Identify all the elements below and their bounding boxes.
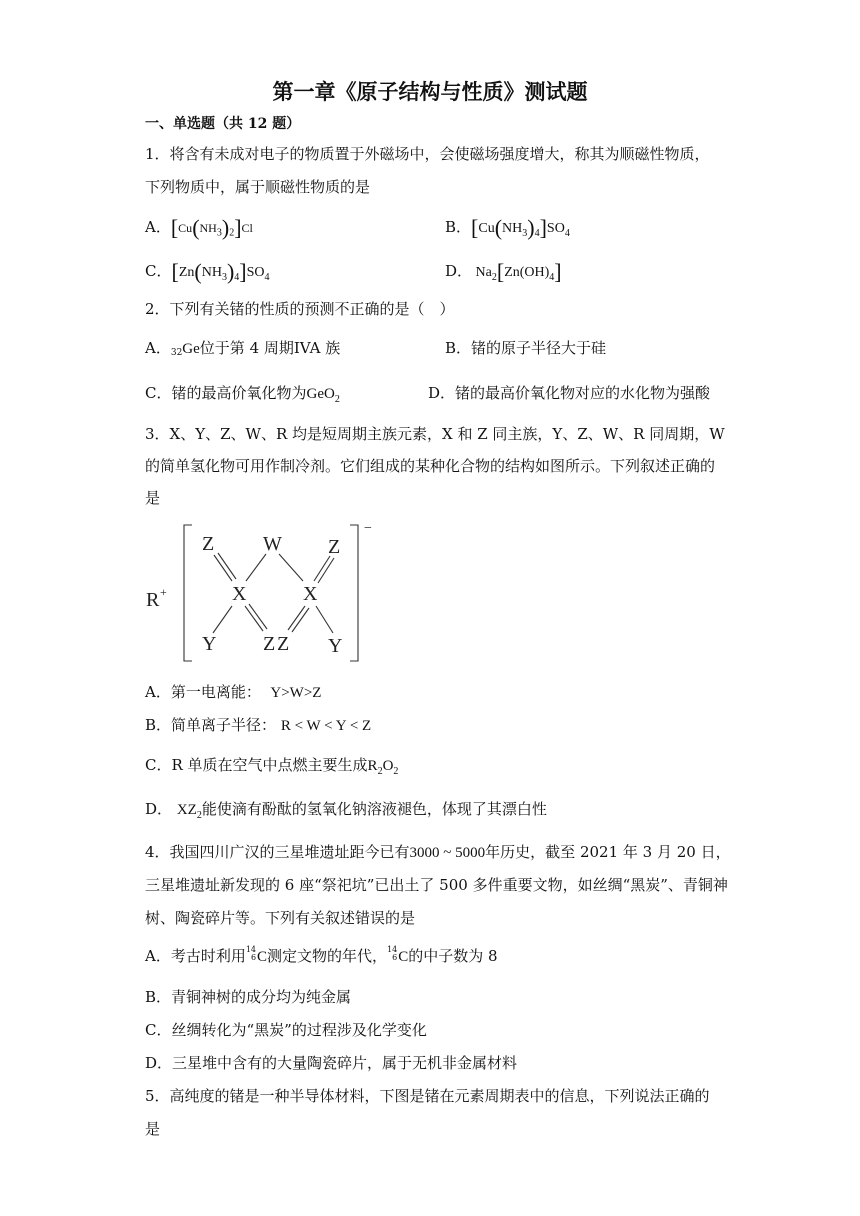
section-heading: 一、单选题（共 12 题） <box>145 116 301 132</box>
q2-option-c: C．锗的最高价氧化物为GeO$_2$ <box>145 384 340 405</box>
q2-option-d: D．锗的最高价氧化物对应的水化物为强酸 <box>428 384 711 402</box>
bond-x-z-bottom-2 <box>249 604 267 629</box>
q2-option-a: A．32Ge位于第 4 周期IVA 族 <box>145 339 341 358</box>
q1-option-c: C．$[Zn(NH_3)_4]SO_4$ <box>145 259 270 284</box>
q4-option-b: B．青铜神树的成分均为纯金属 <box>145 988 352 1006</box>
diagram-bracket-right <box>350 525 358 661</box>
q1-stem-line2: 下列物质中，属于顺磁性物质的是 <box>145 178 371 196</box>
q4-option-c: C．丝绸转化为“黑炭”的过程涉及化学变化 <box>145 1021 427 1039</box>
q3-option-b: B．简单离子半径： R < W < Y < Z <box>145 716 372 734</box>
nuclide-c14: 14 6 <box>245 945 257 962</box>
diagram-z-bottom-2: Z <box>277 633 290 655</box>
bond-x-z-bottom-1 <box>245 606 263 631</box>
nuclide-c14-2: 14 6 <box>387 945 398 962</box>
q4-option-a: A．考古时利用 14 6 C测定文物的年代， 14 6 C的中子数为 8 <box>145 945 498 965</box>
q5-stem-line2: 是 <box>145 1120 161 1138</box>
q5-stem-line1: 5．高纯度的锗是一种半导体材料，下图是锗在元素周期表中的信息，下列说法正确的 <box>145 1087 710 1105</box>
q1-option-c-formula: $[Zn(NH_3)_4]SO_4$ <box>171 259 270 284</box>
diagram-z-bottom-1: Z <box>263 633 276 655</box>
q4-stem-line2: 三星堆遗址新发现的 6 座“祭祀坑”已出土了 500 多件重要文物，如丝绸“黑炭”、青铜神 <box>145 876 728 894</box>
diagram-anion-charge: − <box>364 521 372 536</box>
page-title: 第一章《原子结构与性质》测试题 <box>272 79 588 104</box>
bond-x-y-right <box>316 606 333 633</box>
q1-stem-line1: 1．将含有未成对电子的物质置于外磁场中，会使磁场强度增大，称其为顺磁性物质， <box>145 145 710 163</box>
q3-stem-line3: 是 <box>145 489 161 507</box>
diagram-y-left: Y <box>202 633 217 655</box>
diagram-x-right: X <box>303 583 318 605</box>
diagram-bracket-left <box>184 525 192 661</box>
q4-option-d: D．三星堆中含有的大量陶瓷碎片，属于无机非金属材料 <box>145 1054 518 1072</box>
q2-stem: 2．下列有关锗的性质的预测不正确的是（ ） <box>145 300 455 318</box>
diagram-x-left: X <box>232 583 247 605</box>
bond-w-x-left <box>246 554 266 581</box>
q1-option-b-formula: $[Cu(NH_3)_4]SO_4$ <box>471 215 570 240</box>
q4-stem-line3: 树、陶瓷碎片等。下列有关叙述错误的是 <box>145 909 416 927</box>
q3-option-c: C．R 单质在空气中点燃主要生成$R_2O_2$ <box>145 756 399 777</box>
diagram-z-top-right: Z <box>328 536 341 558</box>
q1-option-a-formula: $[Cu(NH_3)_2]Cl$ <box>170 215 253 240</box>
diagram-y-right: Y <box>328 635 343 657</box>
q2-option-b: B．锗的原子半径大于硅 <box>445 339 607 357</box>
diagram-w: W <box>263 533 282 555</box>
bond-w-x-right <box>279 554 303 581</box>
q1-option-d-formula: $Na_2[Zn(OH)_4]$ <box>475 259 562 284</box>
diagram-r-charge: + <box>160 585 167 599</box>
diagram-r-label: R <box>146 589 160 611</box>
diagram-z-top-left: Z <box>202 533 215 555</box>
q1-option-b: B．$[Cu(NH_3)_4]SO_4$ <box>445 215 570 240</box>
q1-option-d: D． $Na_2[Zn(OH)_4]$ <box>445 259 562 284</box>
q3-option-a: A．第一电离能： Y>W>Z <box>145 683 322 701</box>
bond-z-x-left-1 <box>214 555 232 581</box>
q4-stem-line1: 4．我国四川广汉的三星堆遗址距今已有3000 ~ 5000年历史，截至 2021 年 3 月 20 日， <box>145 843 731 861</box>
bond-x-y-left <box>213 606 232 633</box>
q3-stem-line2: 的简单氢化物可用作制冷剂。它们组成的某种化合物的结构如图所示。下列叙述正确的 <box>145 457 716 475</box>
q1-option-a: A．$[Cu(NH_3)_2]Cl$ <box>145 215 253 240</box>
q3-option-d: D． $XZ_2$能使滴有酚酞的氢氧化钠溶液褪色，体现了其漂白性 <box>145 800 547 821</box>
q3-stem-line1: 3．X、Y、Z、W、R 均是短周期主族元素，X 和 Z 同主族，Y、Z、W、R 同周期，W <box>145 425 725 443</box>
bond-z-x-left-2 <box>218 553 236 579</box>
q3-structure-diagram <box>140 518 380 668</box>
